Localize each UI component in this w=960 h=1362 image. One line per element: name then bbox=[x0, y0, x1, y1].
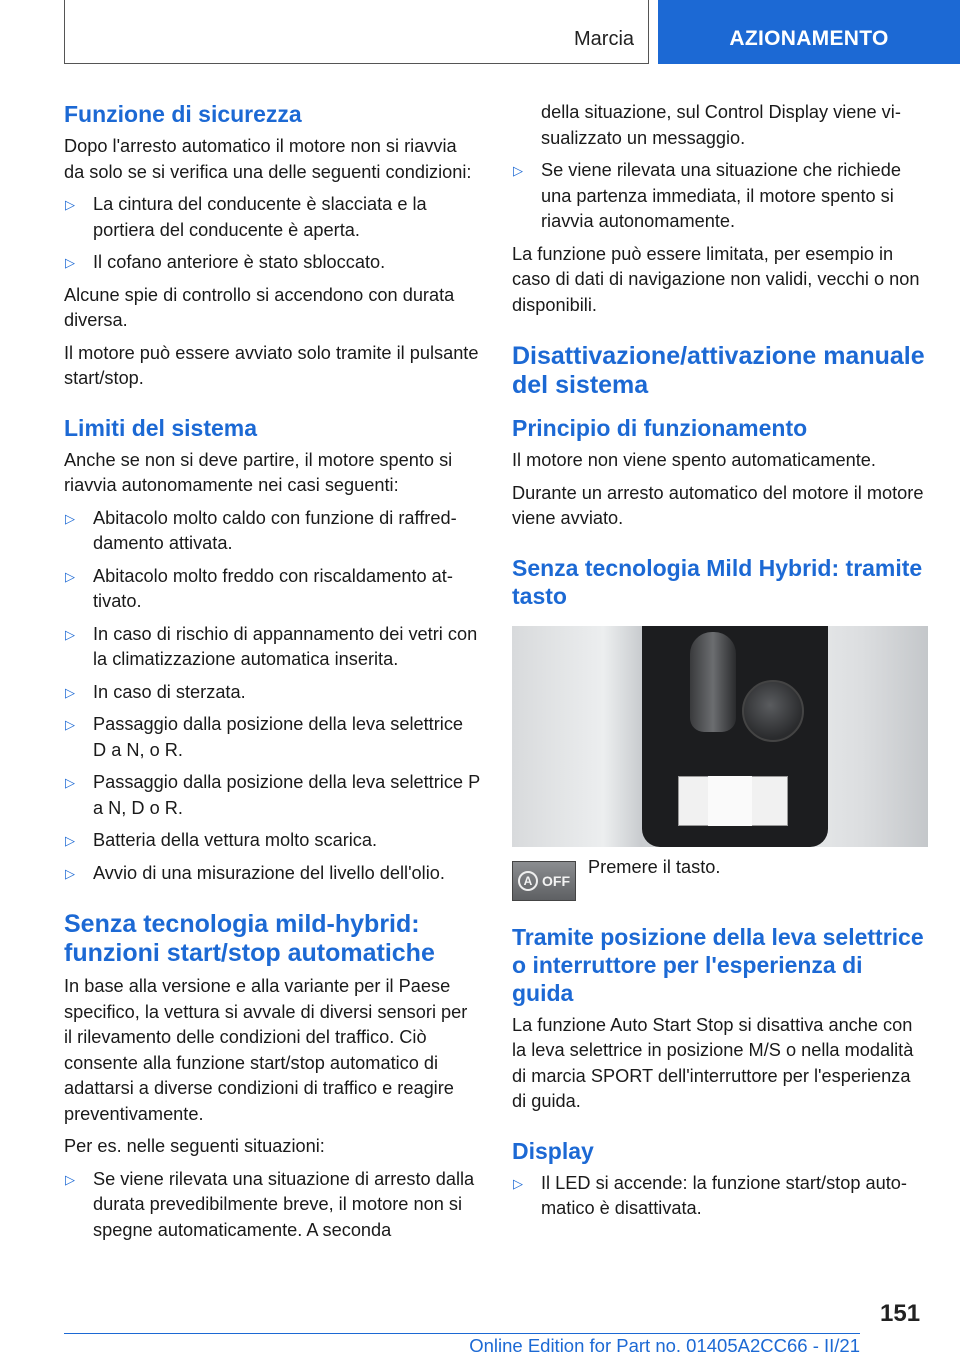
paragraph-principle-1: Il motore non viene spento automaticamente. bbox=[512, 450, 876, 470]
key-instruction bbox=[512, 856, 928, 901]
paragraph-lever: La funzione Auto Start Stop si disattiva anche con la leva selettrice in posizione M/S o nella modalità di marcia SPORT dell'interruttore per l'esperienza di guida. bbox=[512, 1014, 914, 1111]
list-item: ▷ Se viene rilevata una situazione che richiede una partenza immediata, il motore spento si riavvia autonomamente. bbox=[513, 160, 901, 231]
heading-limits: Limiti del sistema bbox=[64, 414, 258, 441]
paragraph-limits: Anche se non si deve partire, il motore spento si riavvia autonomamente nei casi seguenti: bbox=[64, 449, 453, 495]
heading-principle: Principio di funzionamento bbox=[512, 415, 808, 441]
list-item: ▷ Batteria della vettura molto scarica. bbox=[64, 828, 480, 854]
bullet-triangle-icon: ▷ bbox=[65, 510, 75, 526]
bullet-triangle-icon: ▷ bbox=[65, 568, 75, 584]
header-frame bbox=[64, 0, 649, 64]
list-safety bbox=[64, 192, 480, 276]
left-column bbox=[64, 100, 480, 1250]
heading-lever: Tramite posizione della leva selettrice o interruttore per l'esperienza di guida bbox=[512, 923, 924, 1006]
list-item: ▷ Passaggio dalla posizione della leva selettrice P a N, D o R. bbox=[65, 772, 480, 818]
list-example bbox=[64, 1167, 480, 1244]
chapter-tab: AZIONAMENTO bbox=[658, 0, 960, 64]
page-number: 151 bbox=[880, 1300, 921, 1327]
bullet-triangle-icon: ▷ bbox=[65, 1171, 75, 1187]
bullet-triangle-icon: ▷ bbox=[65, 684, 75, 700]
list-item: ▷ Passaggio dalla posizione della leva selettrice D a N, o R. bbox=[65, 714, 464, 760]
paragraph-limit-func: La funzione può essere limitata, per esempio in caso di dati di navigazione non validi, vecchi o non disponibili. bbox=[512, 243, 920, 315]
list-item: ▷ In caso di rischio di appannamento dei vetri con la climatizzazione automatica inserita. bbox=[65, 623, 478, 669]
list-item: ▷ Abitacolo molto caldo con funzione di raffreddamento attivata. bbox=[65, 507, 457, 553]
heading-safety: Funzione di sicurezza bbox=[64, 101, 302, 127]
bullet-triangle-icon: ▷ bbox=[513, 163, 523, 178]
bullet-triangle-icon: ▷ bbox=[65, 626, 75, 642]
bullet-triangle-icon: ▷ bbox=[65, 255, 75, 270]
heading-no-hybrid: Senza tecnologia mild-hybrid: funzioni start/stop automatiche bbox=[64, 910, 435, 967]
bullet-triangle-icon: ▷ bbox=[65, 775, 75, 790]
bullet-triangle-icon: ▷ bbox=[513, 1175, 523, 1191]
bullet-triangle-icon: ▷ bbox=[65, 833, 75, 848]
list-item: ▷ Il LED si accende: la funzione start/stop automatico è disattivata. bbox=[513, 1172, 907, 1218]
center-console-photo bbox=[512, 626, 928, 847]
paragraph-lamps: Alcune spie di controllo si accendono con durata diversa. bbox=[64, 284, 455, 330]
storage-pad-light bbox=[708, 776, 752, 826]
footer-divider bbox=[64, 1333, 860, 1334]
right-column bbox=[512, 100, 928, 1229]
paragraph-example: Per es. nelle seguenti situazioni: bbox=[64, 1136, 325, 1156]
list-limits bbox=[64, 506, 480, 887]
list-item: ▷ Se viene rilevata una situazione di arresto dalla durata prevedibilmente breve, il motore non si spegne automaticamente. A seconda bbox=[65, 1168, 475, 1240]
bullet-triangle-icon: ▷ bbox=[65, 717, 75, 732]
paragraph-no-hybrid: In base alla versione e alla variante per il Paese specifico, la vettura si avvale di diversi sensori per il rilevamento delle condizioni del traffico. Ciò consente alla funzione start/stop automatico di adattarsi a diverse condizioni di traffico e reagire preventivamente. bbox=[64, 976, 468, 1124]
list-right bbox=[512, 158, 928, 235]
section-title: Marcia bbox=[574, 28, 635, 50]
list-item: ▷ La cintura del conducente è slacciata e la portiera del conducente è aperta. bbox=[65, 194, 427, 240]
bullet-triangle-icon: ▷ bbox=[65, 197, 75, 212]
idrive-controller bbox=[742, 680, 804, 742]
heading-button: Senza tecnologia Mild Hybrid: tramite tasto bbox=[512, 554, 923, 609]
console-panel bbox=[642, 626, 828, 847]
paragraph-start: Il motore può essere avviato solo tramite il pulsante start/stop. bbox=[64, 342, 479, 388]
list-item: ▷ Avvio di una misurazione del livello dell'olio. bbox=[64, 861, 480, 887]
auto-start-stop-off-button: A OFF bbox=[512, 861, 576, 901]
heading-display: Display bbox=[512, 1137, 594, 1164]
heading-manual: Disattivazione/attivazione manuale del sistema bbox=[512, 342, 925, 399]
paragraph-principle-2: Durante un arresto automatico del motore il motore viene avviato. bbox=[512, 482, 924, 528]
auto-start-stop-icon: A bbox=[518, 871, 538, 891]
list-display bbox=[512, 1171, 928, 1222]
paragraph-safety: Dopo l'arresto automatico il motore non si riavvia da solo se si verifica una delle seguenti condizioni: bbox=[64, 136, 472, 182]
gear-lever bbox=[690, 632, 736, 732]
bullet-triangle-icon: ▷ bbox=[65, 865, 75, 881]
continued-text: della situazione, sul Control Display viene visualizzato un messaggio. bbox=[541, 102, 901, 148]
key-instruction-text: Premere il tasto. bbox=[588, 856, 721, 877]
footer-edition: Online Edition for Part no. 01405A2CC66 - II/21 bbox=[469, 1335, 860, 1356]
list-item: ▷ Il cofano anteriore è stato sbloccato. bbox=[64, 250, 480, 276]
list-item: ▷ Abitacolo molto freddo con riscaldamento attivato. bbox=[65, 565, 453, 611]
list-item: ▷ In caso di sterzata. bbox=[64, 680, 480, 706]
